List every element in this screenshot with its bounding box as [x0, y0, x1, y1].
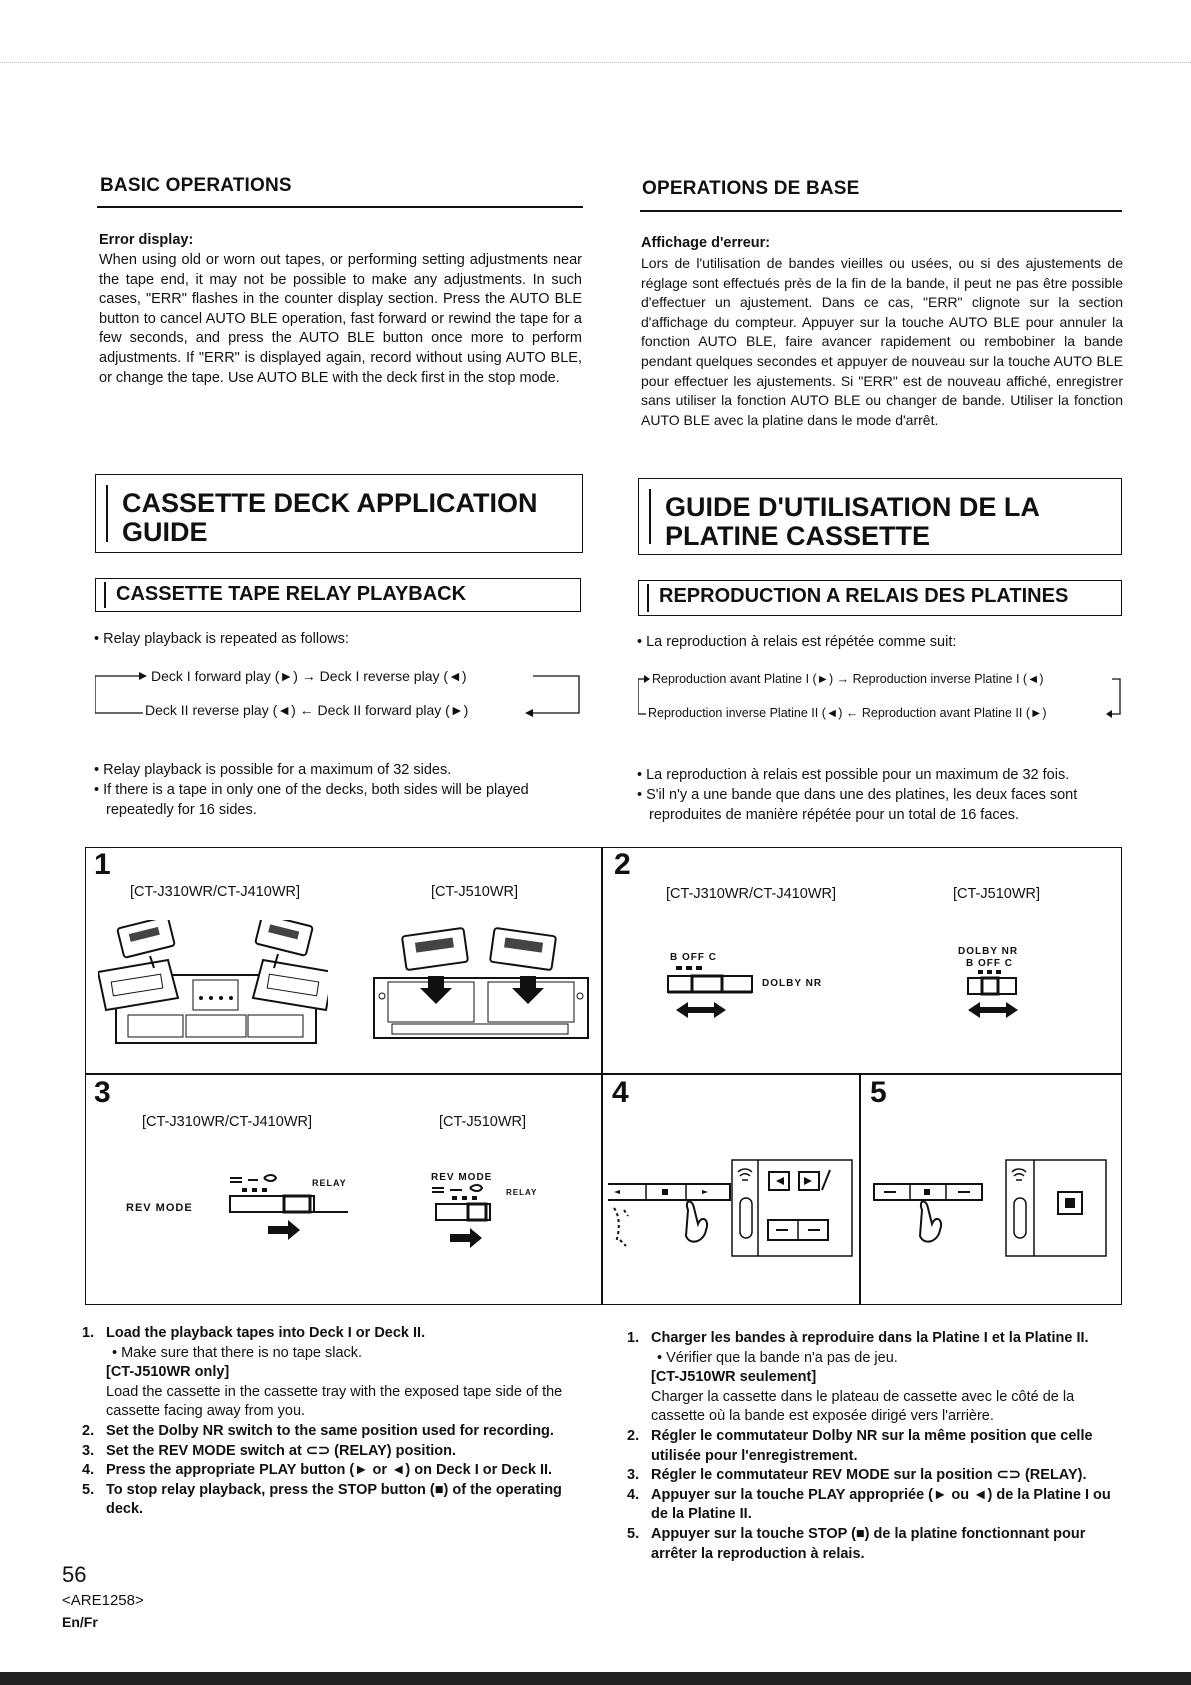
guide-title-bar-fr [649, 489, 651, 544]
step-1-fr-note-text: • Vérifier que la bande n'a pas de jeu. [657, 1349, 898, 1366]
figure-number-1: 1 [94, 848, 111, 881]
step-1-model [82, 1363, 582, 1383]
step-number: 3. [82, 1442, 95, 1459]
model-label-a: [CT-J310WR/CT-J410WR] [130, 884, 300, 900]
step-1-fr-model [627, 1368, 1124, 1388]
figure-number-3: 3 [94, 1076, 111, 1109]
guide-title-line-1: CASSETTE DECK APPLICATION [122, 488, 538, 518]
relay-title: CASSETTE TAPE RELAY PLAYBACK [116, 583, 467, 605]
step-2 [82, 1422, 582, 1442]
step-3 [82, 1442, 582, 1462]
step-number: 5. [82, 1481, 95, 1498]
step-5-fr-text: Appuyer sur la touche STOP (■) de la platine fonctionnant pour arrêter la reproduction à relais. [651, 1525, 1086, 1562]
model-label-b: [CT-J510WR] [953, 886, 1041, 902]
step-number: 4. [627, 1486, 640, 1503]
cassette-deck-open-illustration [98, 920, 328, 1050]
error-display-title: Error display: [99, 232, 194, 248]
document-code: <ARE1258> [62, 1592, 144, 1609]
page-number: 56 [62, 1562, 87, 1587]
guide-title-box [95, 474, 583, 553]
relay-bullet-1: • Relay playback is repeated as follows: [94, 631, 349, 647]
guide-title-fr-line-1: GUIDE D'UTILISATION DE LA [665, 492, 1040, 522]
relay-bullet-1-fr: • La reproduction à relais est répétée comme suit: [637, 634, 957, 650]
relay-title-box-fr [638, 580, 1122, 616]
step-1-extra [82, 1383, 582, 1422]
error-display-text-fr: Lors de l'utilisation de bandes vieilles ou usées, ou si des ajustements de réglage sont effectués près de la fin de la bande, il peut ne pas être possible d'effectuer un ajustement. Dans ce cas, "ERR" clignote sur la section d'affichage du compteur. Appuyer sur la touche AUTO BLE pour annuler la fonction AUTO BLE, faire avancer rapidement ou rembobiner la bande pendant quelques secondes et appuyer de nouveau sur la touche AUTO BLE pour effectuer les ajustements. Si "ERR" est de nouveau affiché, enregistrer sans utiliser la fonction AUTO BLE ou changer de bande. Utiliser la fonction AUTO BLE avec la platine dans le mode d'arrêt. [641, 255, 1123, 428]
step-number: 5. [627, 1525, 640, 1542]
relay-title-box [95, 578, 581, 612]
model-label-a: [CT-J310WR/CT-J410WR] [142, 1114, 312, 1130]
step-4-fr [627, 1486, 1124, 1525]
step-4-fr-text: Appuyer sur la touche PLAY appropriée (► ou ◄) de la Platine I ou de la Platine II. [651, 1486, 1111, 1523]
step-4-text: Press the appropriate PLAY button (► or ◄) on Deck I or Deck II. [106, 1462, 553, 1479]
relay-label: RELAY [312, 1178, 347, 1188]
relay-bullet-2: • Relay playback is possible for a maximum of 32 sides. [94, 762, 452, 778]
step-1 [82, 1324, 582, 1344]
bottom-edge [0, 1672, 1191, 1685]
step-1-model-text: [CT-J510WR only] [106, 1364, 230, 1381]
step-1-fr-text: Charger les bandes à reproduire dans la Platine I et la Platine II. [651, 1330, 1089, 1346]
relay-title-bar-fr [647, 584, 649, 612]
figure-number-2: 2 [614, 848, 631, 881]
step-2-text: Set the Dolby NR switch to the same position used for recording. [106, 1422, 554, 1439]
step-1-fr-extra [627, 1388, 1124, 1427]
model-label-b: [CT-J510WR] [439, 1114, 527, 1130]
play-button-press-illustration [606, 1150, 856, 1270]
guide-title-fr [665, 493, 1040, 551]
step-number: 1. [627, 1330, 640, 1346]
guide-title-fr-line-2: PLATINE CASSETTE [665, 521, 931, 551]
stop-button-press-illustration [866, 1150, 1116, 1270]
figure-number-4: 4 [612, 1076, 629, 1109]
rev-mode-label: REV MODE [126, 1202, 193, 1214]
step-1-text: Load the playback tapes into Deck I or Deck II. [106, 1325, 426, 1341]
step-1-fr-extra-text: Charger la cassette dans le plateau de cassette avec le côté de la cassette où la bande est exposée dirigé vers l'arrière. [651, 1388, 1075, 1425]
step-5 [82, 1481, 582, 1520]
rev-mode-slide-switch-b [430, 1182, 520, 1252]
dolby-nr-label-b: DOLBY NR [958, 946, 1019, 957]
relay-line-1: Deck I forward play (►) → Deck I reverse play (◄) [151, 668, 467, 684]
step-3-text: Set the REV MODE switch at ⊂⊃ (RELAY) position. [106, 1442, 457, 1459]
relay-bullet-2-fr: • La reproduction à relais est possible pour un maximum de 32 fois. [637, 767, 1070, 783]
dolby-switch-positions-b: B OFF C [966, 958, 1013, 969]
error-display-title-fr: Affichage d'erreur: [641, 235, 771, 251]
step-number: 3. [627, 1467, 640, 1484]
step-1-extra-text: Load the cassette in the cassette tray with the exposed tape side of the cassette facing away from you. [106, 1383, 563, 1420]
step-5-text: To stop relay playback, press the STOP button (■) of the operating deck. [106, 1481, 562, 1518]
relay-line-2-fr: Reproduction inverse Platine II (◄) ← Reproduction avant Platine II (►) [648, 706, 1047, 720]
step-1-fr-model-text: [CT-J510WR seulement] [651, 1369, 817, 1386]
guide-title-line-2: GUIDE [122, 517, 208, 547]
relay-loop-diagram [95, 670, 580, 718]
guide-title [122, 489, 538, 547]
relay-title-bar [104, 582, 106, 608]
dolby-nr-slide-switch-b [964, 966, 1034, 1026]
guide-title-bar [106, 485, 108, 542]
step-1-fr-note [627, 1349, 1124, 1369]
relay-bullet-3: • If there is a tape in only one of the decks, both sides will be played repeatedly for 16 sides. [94, 782, 529, 818]
figure-panel-1 [85, 847, 603, 1075]
steps-list-fr [627, 1329, 1124, 1564]
section-rule [97, 206, 583, 208]
error-display-text: When using old or worn out tapes, or performing setting adjustments near the tape end, it may not be possible to make any adjustments. In such cases, "ERR" flashes in the counter display section. Press the AUTO BLE button to cancel AUTO BLE operation, fast forward or rewind the tape for a few seconds, and press the AUTO BLE button once more to perform adjustments. If "ERR" is displayed again, record without using AUTO BLE, or change the tape. Use AUTO BLE with the deck first in the stop mode. [99, 252, 582, 386]
figure-panel-3 [85, 1073, 603, 1305]
rev-mode-slide-switch [228, 1174, 378, 1244]
section-title-operations-de-base: OPERATIONS DE BASE [642, 178, 860, 199]
section-title-basic-operations: BASIC OPERATIONS [100, 175, 292, 196]
dolby-nr-slide-switch [666, 964, 756, 1030]
step-number: 4. [82, 1462, 95, 1479]
relay-line-2: Deck II reverse play (◄) ← Deck II forward play (►) [145, 702, 469, 718]
figure-panel-2 [601, 847, 1122, 1075]
steps-list [82, 1324, 582, 1520]
figure-panel-5 [859, 1073, 1122, 1305]
step-1-fr [627, 1329, 1124, 1349]
relay-label-b: RELAY [506, 1188, 538, 1197]
step-number: 2. [82, 1422, 95, 1439]
rev-mode-label-b: REV MODE [431, 1172, 493, 1183]
guide-title-box-fr [638, 478, 1122, 555]
relay-bullet-3-fr: • S'il n'y a une bande que dans une des platines, les deux faces sont reproduites de manière répétée pour un total de 16 faces. [637, 787, 1078, 823]
step-1-note [82, 1344, 582, 1364]
section-rule-fr [640, 210, 1122, 212]
relay-line-1-fr: Reproduction avant Platine I (►) → Reproduction inverse Platine I (◄) [652, 672, 1044, 686]
cassette-deck-tray-illustration [372, 926, 592, 1046]
relay-title-fr: REPRODUCTION A RELAIS DES PLATINES [659, 585, 1069, 607]
step-number: 1. [82, 1325, 95, 1341]
dolby-nr-label: DOLBY NR [762, 978, 823, 989]
figure-number-5: 5 [870, 1076, 887, 1109]
step-5-fr [627, 1525, 1124, 1564]
model-label-a: [CT-J310WR/CT-J410WR] [666, 886, 836, 902]
relay-loop-diagram-fr [638, 673, 1122, 723]
step-3-fr-text: Régler le commutateur REV MODE sur la position ⊂⊃ (RELAY). [651, 1467, 1087, 1484]
dolby-switch-positions: B OFF C [670, 952, 717, 963]
step-4 [82, 1461, 582, 1481]
step-number: 2. [627, 1427, 640, 1444]
language-code: En/Fr [62, 1614, 98, 1630]
step-2-fr [627, 1427, 1124, 1466]
figure-panel-4 [601, 1073, 861, 1305]
model-label-b: [CT-J510WR] [431, 884, 519, 900]
step-2-fr-text: Régler le commutateur Dolby NR sur la même position que celle utilisée pour l'enregistrement. [651, 1427, 1093, 1464]
step-1-note-text: • Make sure that there is no tape slack. [112, 1344, 363, 1361]
step-3-fr [627, 1466, 1124, 1486]
top-edge [0, 62, 1191, 64]
